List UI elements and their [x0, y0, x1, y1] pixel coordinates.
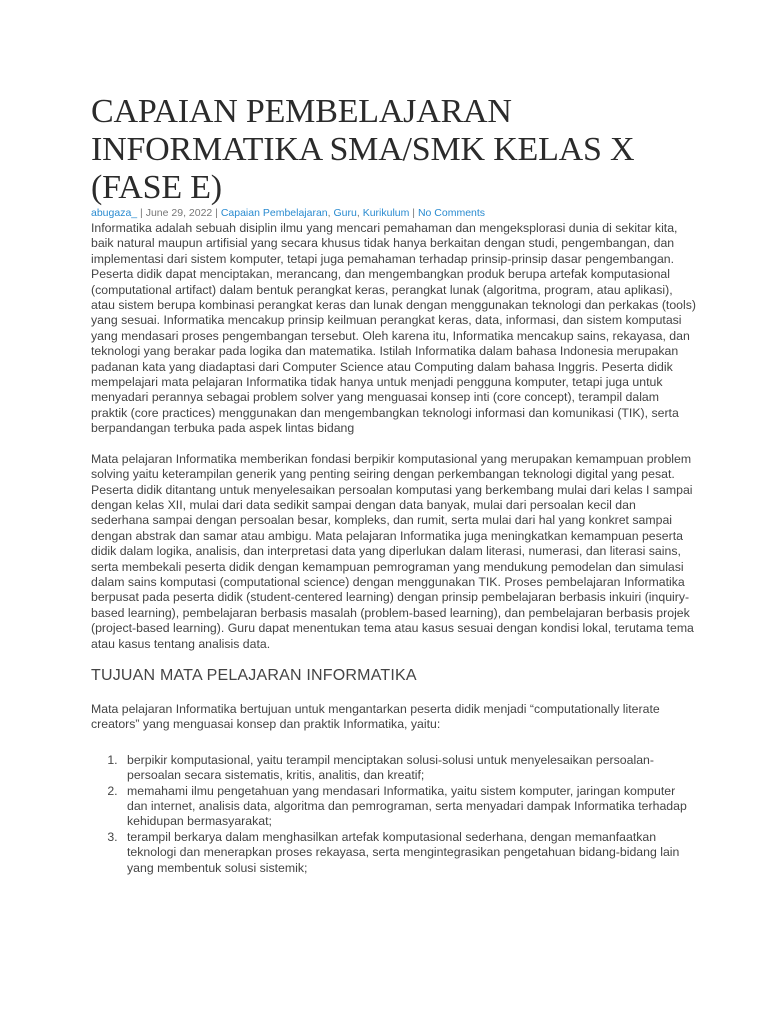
post-title: CAPAIAN PEMBELAJARAN INFORMATIKA SMA/SMK KELAS X (FASE E)	[91, 93, 635, 206]
author-link[interactable]: abugaza_	[91, 207, 138, 219]
post-date: June 29, 2022	[145, 207, 213, 219]
post-meta	[91, 207, 696, 220]
intro-paragraph: Informatika adalah sebuah disiplin ilmu yang mencari pemahaman dan mengeksplorasi dunia di sekitar kita, baik natural maupun artifisial yang secara khusus tidak hanya berkaitan dengan studi, pengembangan, dan implementasi dari sistem komputer, tetapi juga pemahaman terhadap prinsip-prinsip dasar pengembangan. Peserta didik dapat menciptakan, merancang, dan mengembangkan produk berupa artefak komputasional (computational artifact) dalam bentuk perangkat keras, perangkat lunak (algoritma, program, atau aplikasi), atau sistem berupa kombinasi perangkat keras dan lunak dengan menggunakan teknologi dan perkakas (tools) yang sesuai. Informatika mencakup prinsip keilmuan perangkat keras, data, informasi, dan sistem komputasi yang mendasari proses pengembangan tersebut. Oleh karena itu, Informatika mencakup sains, rekayasa, dan teknologi yang berakar pada logika dan matematika. Istilah Informatika dalam bahasa Indonesia merupakan padanan kata yang diadaptasi dari Computer Science atau Computing dalam bahasa Inggris. Peserta didik mempelajari mata pelajaran Informatika tidak hanya untuk menjadi pengguna komputer, tetapi juga untuk menyadari perannya sebagai problem solver yang menguasai konsep inti (core concept), terampil dalam praktik (core practices) menggunakan dan mengembangkan teknologi informasi dan komunikasi (TIK), serta berpandangan terbuka pada aspek lintas bidang	[91, 221, 696, 436]
meta-separator: |	[409, 207, 418, 219]
goals-list	[91, 753, 696, 876]
goal-item: 2. memahami ilmu pengetahuan yang mendasari Informatika, yaitu sistem komputer, jaringan komputer dan internet, analisis data, algoritma dan pemrograman, serta menyadari dampak Informatika terhadap kehidupan bermasyarakat;	[121, 784, 696, 830]
goal-item: 3. terampil berkarya dalam menghasilkan artefak komputasional sederhana, dengan memanfaatkan teknologi dan menerapkan proses rekayasa, serta mengintegrasikan pengetahuan bidang-bidang lain yang membentuk solusi sistemik;	[121, 830, 696, 876]
foundation-paragraph: Mata pelajaran Informatika memberikan fondasi berpikir komputasional yang merupakan kemampuan problem solving yaitu keterampilan generik yang penting seiring dengan perkembangan teknologi digital yang pesat. Peserta didik ditantang untuk menyelesaikan persoalan komputasi yang berkembang mulai dari kelas I sampai dengan kelas XII, mulai dari data sedikit sampai dengan data banyak, mulai dari persoalan kecil dan sederhana sampai dengan persoalan besar, kompleks, dan rumit, serta mulai dari hal yang konkret sampai dengan abstrak dan samar atau ambigu. Mata pelajaran Informatika juga meningkatkan kemampuan peserta didik dalam logika, analisis, dan interpretasi data yang diperlukan dalam literasi, numerasi, dan literasi sains, serta membekali peserta didik dengan kemampuan pemrograman yang mendukung pemodelan dan simulasi dalam sains komputasi (computational science) dengan menggunakan TIK. Proses pembelajaran Informatika berpusat pada peserta didik (student-centered learning) dengan prinsip pembelajaran berbasis inkuiri (inquiry-based learning), pembelajaran berbasis masalah (problem-based learning), dan pembelajaran berbasis projek (project-based learning). Guru dapat menentukan tema atau kasus sesuai dengan kondisi lokal, terutama tema atau kasus tentang analisis data.	[91, 451, 694, 651]
section-heading: TUJUAN MATA PELAJARAN INFORMATIKA	[91, 666, 417, 684]
category-separator: ,	[327, 207, 334, 219]
comments-link[interactable]: No Comments	[417, 207, 486, 219]
category-link-guru[interactable]: Guru	[333, 207, 357, 219]
category-link-capaian[interactable]: Capaian Pembelajaran	[220, 207, 328, 219]
section-intro-paragraph: Mata pelajaran Informatika bertujuan untuk mengantarkan peserta didik menjadi “computationally literate creators” yang menguasai konsep dan praktik Informatika, yaitu:	[91, 701, 660, 732]
meta-separator: |	[137, 207, 146, 219]
goal-item: 1. berpikir komputasional, yaitu terampil menciptakan solusi-solusi untuk menyelesaikan persoalan-persoalan secara sistematis, kritis, analitis, dan kreatif;	[121, 753, 696, 784]
category-link-kurikulum[interactable]: Kurikulum	[362, 207, 410, 219]
meta-separator: |	[212, 207, 221, 219]
category-separator: ,	[356, 207, 363, 219]
